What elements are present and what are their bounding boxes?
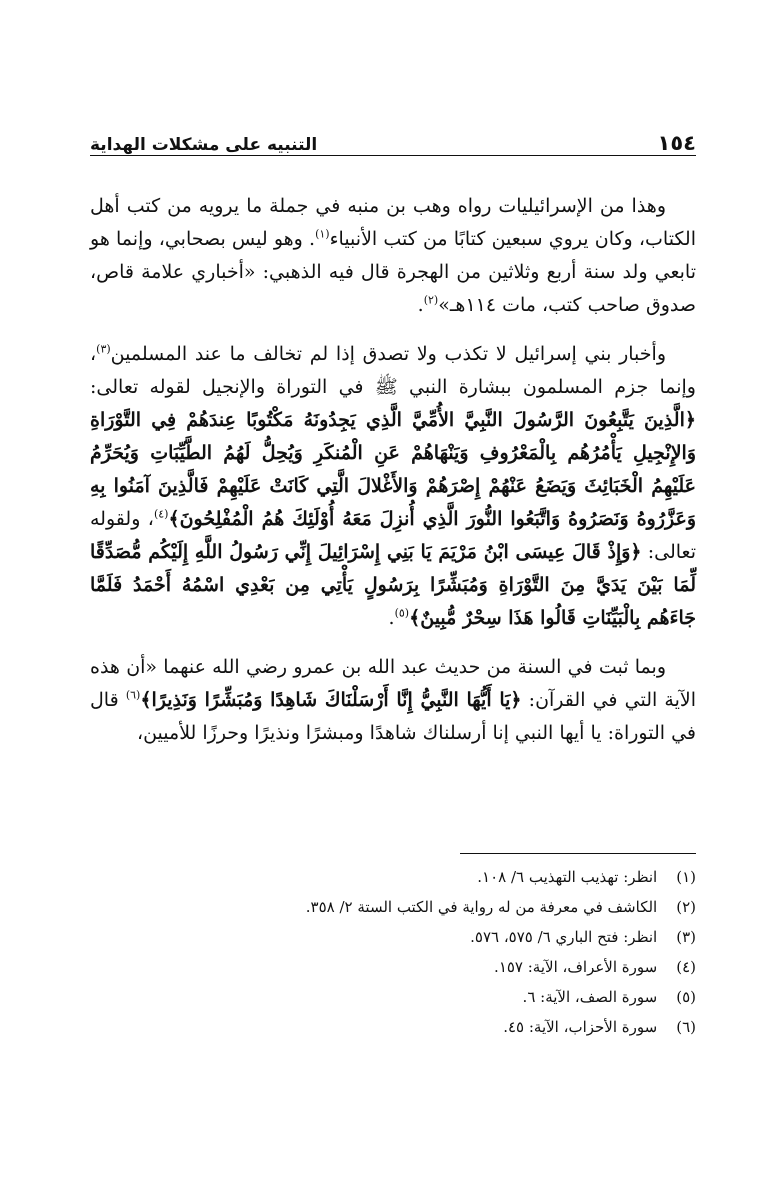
verse-bracket: ﴾ bbox=[409, 607, 421, 629]
footnote-1 bbox=[90, 862, 696, 892]
paragraph-text: . وهو ليس بصحابي، وإنما هو تابعي ولد سنة أربع وثلاثين من الهجرة قال فيه الذهبي: «أخباري علامة قاص، صدوق صاحب كتب، مات ١١٤هـ» bbox=[90, 228, 696, 316]
footnote-text: سورة الصف، الآية: ٦. bbox=[522, 988, 658, 1006]
footnote-number: (٦) bbox=[676, 1018, 696, 1036]
book-title: التنبيه على مشكلات الهداية bbox=[90, 135, 318, 155]
quran-verse: يَا أَيُّهَا النَّبِيُّ إِنَّا أَرْسَلْنَاكَ شَاهِدًا وَمُبَشِّرًا وَنَذِيرًا bbox=[151, 689, 511, 711]
footnote-number: (٢) bbox=[676, 898, 696, 916]
paragraph-text: وبما ثبت في السنة من حديث عبد الله بن عمرو رضي الله عنهما «أن هذه الآية التي في القرآن: bbox=[90, 656, 696, 711]
footnote-marker: (٢) bbox=[423, 293, 439, 307]
quran-verse: الَّذِينَ يَتَّبِعُونَ الرَّسُولَ النَّبِيَّ الأُمِّيَّ الَّذِي يَجِدُونَهُ مَكْتُوبًا عِندَهُمْ فِي التَّوْرَاةِ وَالإِنْجِيلِ يَأْمُرُهُم بِالْمَعْرُوفِ وَيَنْهَاهُمْ عَنِ الْمُنكَرِ وَيُحِلُّ لَهُمُ الطَّيِّبَاتِ وَيُحَرِّمُ عَلَيْهِمُ الْخَبَائِثَ وَيَضَعُ عَنْهُمْ إِصْرَهُمْ وَالأَغْلالَ الَّتِي كَانَتْ عَلَيْهِمْ فَالَّذِينَ آمَنُوا بِهِ وَعَزَّرُوهُ وَنَصَرُوهُ وَاتَّبَعُوا النُّورَ الَّذِي أُنزِلَ مَعَهُ أُوْلَئِكَ هُمُ الْمُفْلِحُونَ bbox=[90, 409, 696, 530]
footnote-marker: (٤) bbox=[153, 507, 169, 521]
footnotes-divider bbox=[460, 853, 696, 854]
footnote-text: الكاشف في معرفة من له رواية في الكتب الستة ٢/ ٣٥٨. bbox=[305, 898, 658, 916]
footnote-text: انظر: تهذيب التهذيب ٦/ ١٠٨. bbox=[477, 868, 658, 886]
running-header bbox=[90, 118, 696, 154]
main-text bbox=[90, 190, 696, 750]
verse-bracket: ﴿ bbox=[630, 541, 642, 563]
footnote-text: انظر: فتح الباري ٦/ ٥٧٥، ٥٧٦. bbox=[470, 928, 658, 946]
footnote-text: سورة الأحزاب، الآية: ٤٥. bbox=[503, 1018, 658, 1036]
paragraph-text: ، ولقوله تعالى: bbox=[90, 508, 697, 563]
verse-bracket: ﴾ bbox=[168, 508, 180, 530]
paragraph-1 bbox=[90, 190, 696, 322]
footnote-marker: (١) bbox=[315, 227, 330, 241]
quran-verse: وَإِذْ قَالَ عِيسَى ابْنُ مَرْيَمَ يَا بَنِي إِسْرَائِيلَ إِنِّي رَسُولُ اللَّهِ إِلَيْكُم مُّصَدِّقًا لِّمَا بَيْنَ يَدَيَّ مِنَ التَّوْرَاةِ وَمُبَشِّرًا بِرَسُولٍ يَأْتِي مِن بَعْدِي اسْمُهُ أَحْمَدُ فَلَمَّا جَاءَهُم بِالْبَيِّنَاتِ قَالُوا هَذَا سِحْرٌ مُّبِينٌ bbox=[90, 541, 696, 629]
verse-bracket: ﴾ bbox=[140, 689, 152, 711]
footnote-3 bbox=[90, 922, 696, 952]
footnotes bbox=[90, 862, 696, 1042]
paragraph-text: ، وإنما جزم المسلمون ببشارة النبي ﷺ في التوراة والإنجيل لقوله تعالى: bbox=[90, 343, 696, 398]
footnote-number: (١) bbox=[676, 868, 696, 886]
paragraph-text: وهذا من الإسرائيليات رواه وهب بن منبه في جملة ما يرويه من كتب أهل الكتاب، وكان يروي سبعين كتابًا من كتب الأنبياء bbox=[90, 195, 696, 250]
paragraph-text: . bbox=[388, 607, 395, 629]
footnote-number: (٣) bbox=[676, 928, 696, 946]
paragraph-text: . bbox=[417, 294, 424, 316]
footnote-number: (٤) bbox=[676, 958, 696, 976]
footnote-marker: (٣) bbox=[96, 342, 111, 356]
footnote-2 bbox=[90, 892, 696, 922]
footnote-number: (٥) bbox=[676, 988, 696, 1006]
footnote-4 bbox=[90, 952, 696, 982]
footnote-marker: (٥) bbox=[394, 606, 410, 620]
footnote-6 bbox=[90, 1012, 696, 1042]
verse-bracket: ﴿ bbox=[510, 689, 522, 711]
paragraph-text: وأخبار بني إسرائيل لا تكذب ولا تصدق إذا لم تخالف ما عند المسلمين bbox=[110, 343, 666, 365]
page-number: ١٥٤ bbox=[657, 131, 696, 155]
header-divider bbox=[90, 155, 696, 156]
paragraph-2 bbox=[90, 338, 696, 635]
footnote-text: سورة الأعراف، الآية: ١٥٧. bbox=[494, 958, 658, 976]
verse-bracket: ﴿ bbox=[684, 409, 696, 431]
footnote-marker: (٦) bbox=[125, 688, 141, 702]
paragraph-3 bbox=[90, 651, 696, 750]
paragraph-text: قال في التوراة: يا أيها النبي إنا أرسلناك شاهدًا ومبشرًا ونذيرًا وحرزًا للأميين، bbox=[90, 689, 696, 744]
footnote-5 bbox=[90, 982, 696, 1012]
